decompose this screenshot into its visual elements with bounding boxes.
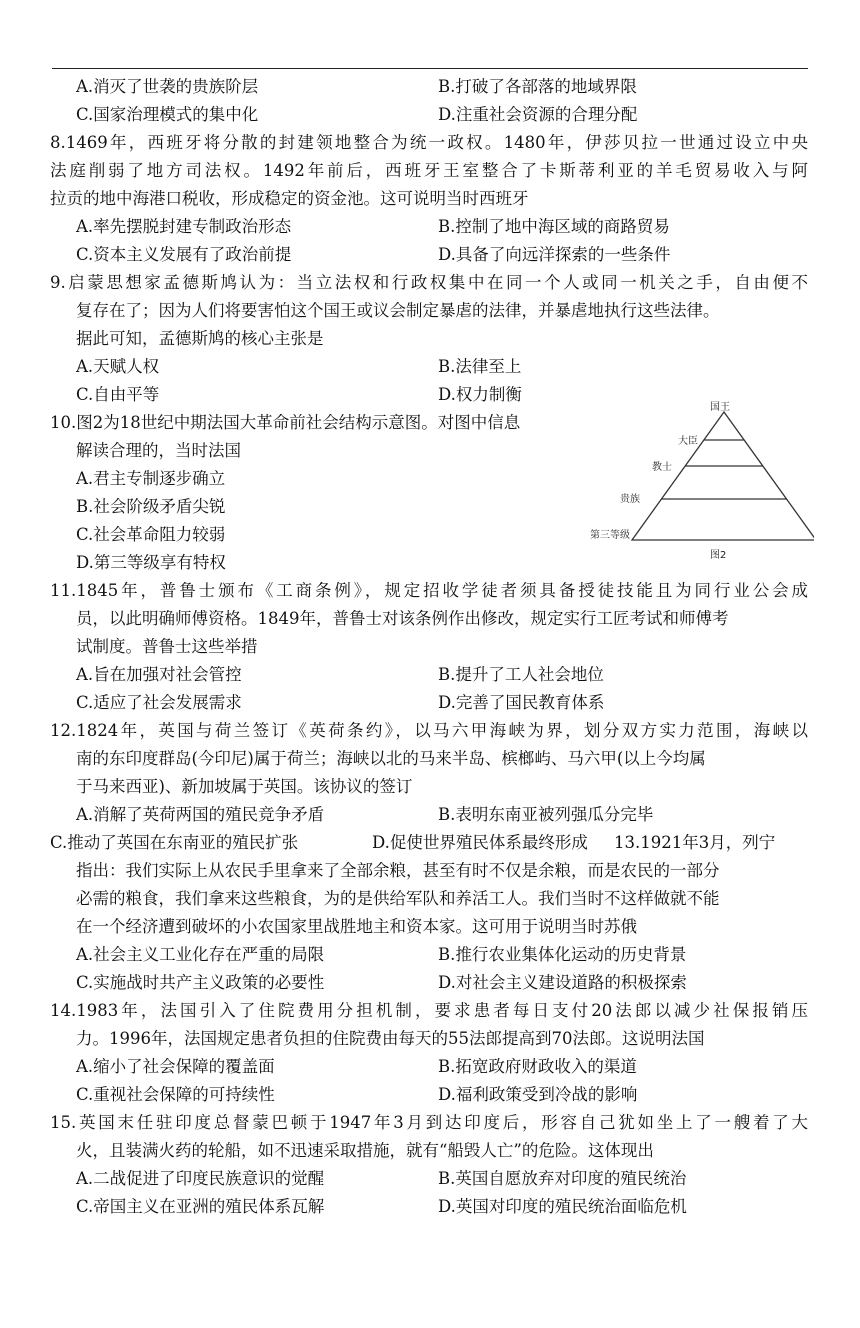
option-11c[interactable]: C.适应了社会发展需求 [76,693,242,712]
option-15d[interactable]: D.英国对印度的殖民统治面临危机 [438,1197,687,1216]
option-7d[interactable]: D.注重社会资源的合理分配 [438,105,638,124]
question-13-stem-line-2: 必需的粮食，我们拿来这些粮食，为的是供给军队和养活工人。我们当时不这样做就不能 [76,889,720,908]
level-nobility-label: 贵族 [620,494,640,505]
question-12-stem-line-1: 12.1824年，英国与荷兰签订《英荷条约》，以马六甲海峡为界，划分双方实力范围，海峡以 [50,721,808,740]
option-15b[interactable]: B.英国自愿放弃对印度的殖民统治 [438,1169,687,1188]
level-third-estate-label: 第三等级 [590,530,630,541]
question-10-stem-line-2: 解读合理的，当时法国 [76,441,241,460]
social-structure-pyramid-figure [588,398,814,566]
question-8-stem-line-3: 拉贡的地中海港口税收，形成稳定的资金池。这可说明当时西班牙 [50,189,529,208]
question-8-stem-line-1: 8.1469年，西班牙将分散的封建领地整合为统一政权。1480年，伊莎贝拉一世通过设立中央 [50,133,808,152]
header-rule [52,68,808,69]
question-8-stem-line-2: 法庭削弱了地方司法权。1492年前后，西班牙王室整合了卡斯蒂利亚的羊毛贸易收入与阿 [50,161,808,180]
question-14-stem-line-2: 力。1996年，法国规定患者负担的住院费由每天的55法郎提高到70法郎。这说明法国 [76,1029,705,1048]
option-13a[interactable]: A.社会主义工业化存在严重的局限 [76,945,325,964]
option-14d[interactable]: D.福利政策受到冷战的影响 [438,1085,638,1104]
option-15c[interactable]: C.帝国主义在亚洲的殖民体系瓦解 [76,1197,325,1216]
figure-caption: 图2 [710,550,727,561]
option-9d[interactable]: D.权力制衡 [438,385,522,404]
question-13-stem-start: 13.1921年3月，列宁 [614,833,776,852]
option-9a[interactable]: A.天赋人权 [76,357,160,376]
question-9-stem-line-3: 据此可知，孟德斯鸠的核心主张是 [76,329,324,348]
question-13-stem-line-1: 指出：我们实际上从农民手里拿来了全部余粮，甚至有时不仅是余粮，而是农民的一部分 [76,861,720,880]
level-clergy-label: 教士 [652,462,672,473]
question-15-stem-line-1: 15.英国末任驻印度总督蒙巴顿于1947年3月到达印度后，形容自己犹如坐上了一艘着了大 [50,1113,808,1132]
option-9c[interactable]: C.自由平等 [76,385,160,404]
option-8b[interactable]: B.控制了地中海区域的商路贸易 [438,217,670,236]
option-11b[interactable]: B.提升了工人社会地位 [438,665,604,684]
question-11-stem-line-1: 11.1845年，普鲁士颁布《工商条例》，规定招收学徒者须具备授徒技能且为同行业公会成 [50,581,808,600]
option-8a[interactable]: A.率先摆脱封建专制政治形态 [76,217,292,236]
question-14-stem-line-1: 14.1983年，法国引入了住院费用分担机制，要求患者每日支付20法郎以减少社保报销压 [50,1001,808,1020]
option-12b[interactable]: B.表明东南亚被列强瓜分完毕 [438,805,654,824]
option-15a[interactable]: A.二战促进了印度民族意识的觉醒 [76,1169,325,1188]
question-12-stem-line-2: 南的东印度群岛(今印尼)属于荷兰；海峡以北的马来半岛、槟榔屿、马六甲(以上今均属 [76,749,706,768]
option-10c[interactable]: C.社会革命阻力较弱 [76,525,226,544]
option-13d[interactable]: D.对社会主义建设道路的积极探索 [438,973,687,992]
option-14c[interactable]: C.重视社会保障的可持续性 [76,1085,275,1104]
question-10-stem-line-1: 10.图2为18世纪中期法国大革命前社会结构示意图。对图中信息 [50,413,521,432]
level-minister-label: 大臣 [678,436,698,447]
question-12-stem-line-3: 于马来西亚)、新加坡属于英国。该协议的签订 [76,777,413,796]
option-12d[interactable]: D.促使世界殖民体系最终形成 [372,833,588,852]
option-12a[interactable]: A.消解了英荷两国的殖民竞争矛盾 [76,805,325,824]
option-8d[interactable]: D.具备了向远洋探索的一些条件 [438,245,671,264]
option-7c[interactable]: C.国家治理模式的集中化 [76,105,259,124]
option-10d[interactable]: D.第三等级享有特权 [76,553,226,572]
question-9-stem-line-2: 复存在了；因为人们将要害怕这个国王或议会制定暴虐的法律，并暴虐地执行这些法律。 [76,301,720,320]
question-15-stem-line-2: 火，且装满火药的轮船，如不迅速采取措施，就有“船毁人亡”的危险。这体现出 [76,1141,654,1160]
question-11-stem-line-3: 试制度。普鲁士这些举措 [76,637,258,656]
option-14b[interactable]: B.拓宽政府财政收入的渠道 [438,1057,637,1076]
option-7b[interactable]: B.打破了各部落的地域界限 [438,77,637,96]
question-13-stem-line-3: 在一个经济遭到破坏的小农国家里战胜地主和资本家。这可用于说明当时苏俄 [76,917,637,936]
pyramid-outline [632,412,814,540]
question-11-stem-line-2: 员，以此明确师傅资格。1849年，普鲁士对该条例作出修改，规定实行工匠考试和师傅考 [76,609,729,628]
question-9-stem-line-1: 9.启蒙思想家孟德斯鸠认为：当立法权和行政权集中在同一个人或同一机关之手，自由便不 [50,273,808,292]
option-12c[interactable]: C.推动了英国在东南亚的殖民扩张 [50,833,299,852]
option-10b[interactable]: B.社会阶级矛盾尖锐 [76,497,226,516]
option-11a[interactable]: A.旨在加强对社会管控 [76,665,242,684]
option-8c[interactable]: C.资本主义发展有了政治前提 [76,245,292,264]
option-9b[interactable]: B.法律至上 [438,357,522,376]
option-11d[interactable]: D.完善了国民教育体系 [438,693,605,712]
option-7a[interactable]: A.消灭了世袭的贵族阶层 [76,77,259,96]
option-10a[interactable]: A.君主专制逐步确立 [76,469,226,488]
option-13c[interactable]: C.实施战时共产主义政策的必要性 [76,973,325,992]
level-king-label: 国王 [710,402,730,413]
option-13b[interactable]: B.推行农业集体化运动的历史背景 [438,945,687,964]
option-14a[interactable]: A.缩小了社会保障的覆盖面 [76,1057,275,1076]
